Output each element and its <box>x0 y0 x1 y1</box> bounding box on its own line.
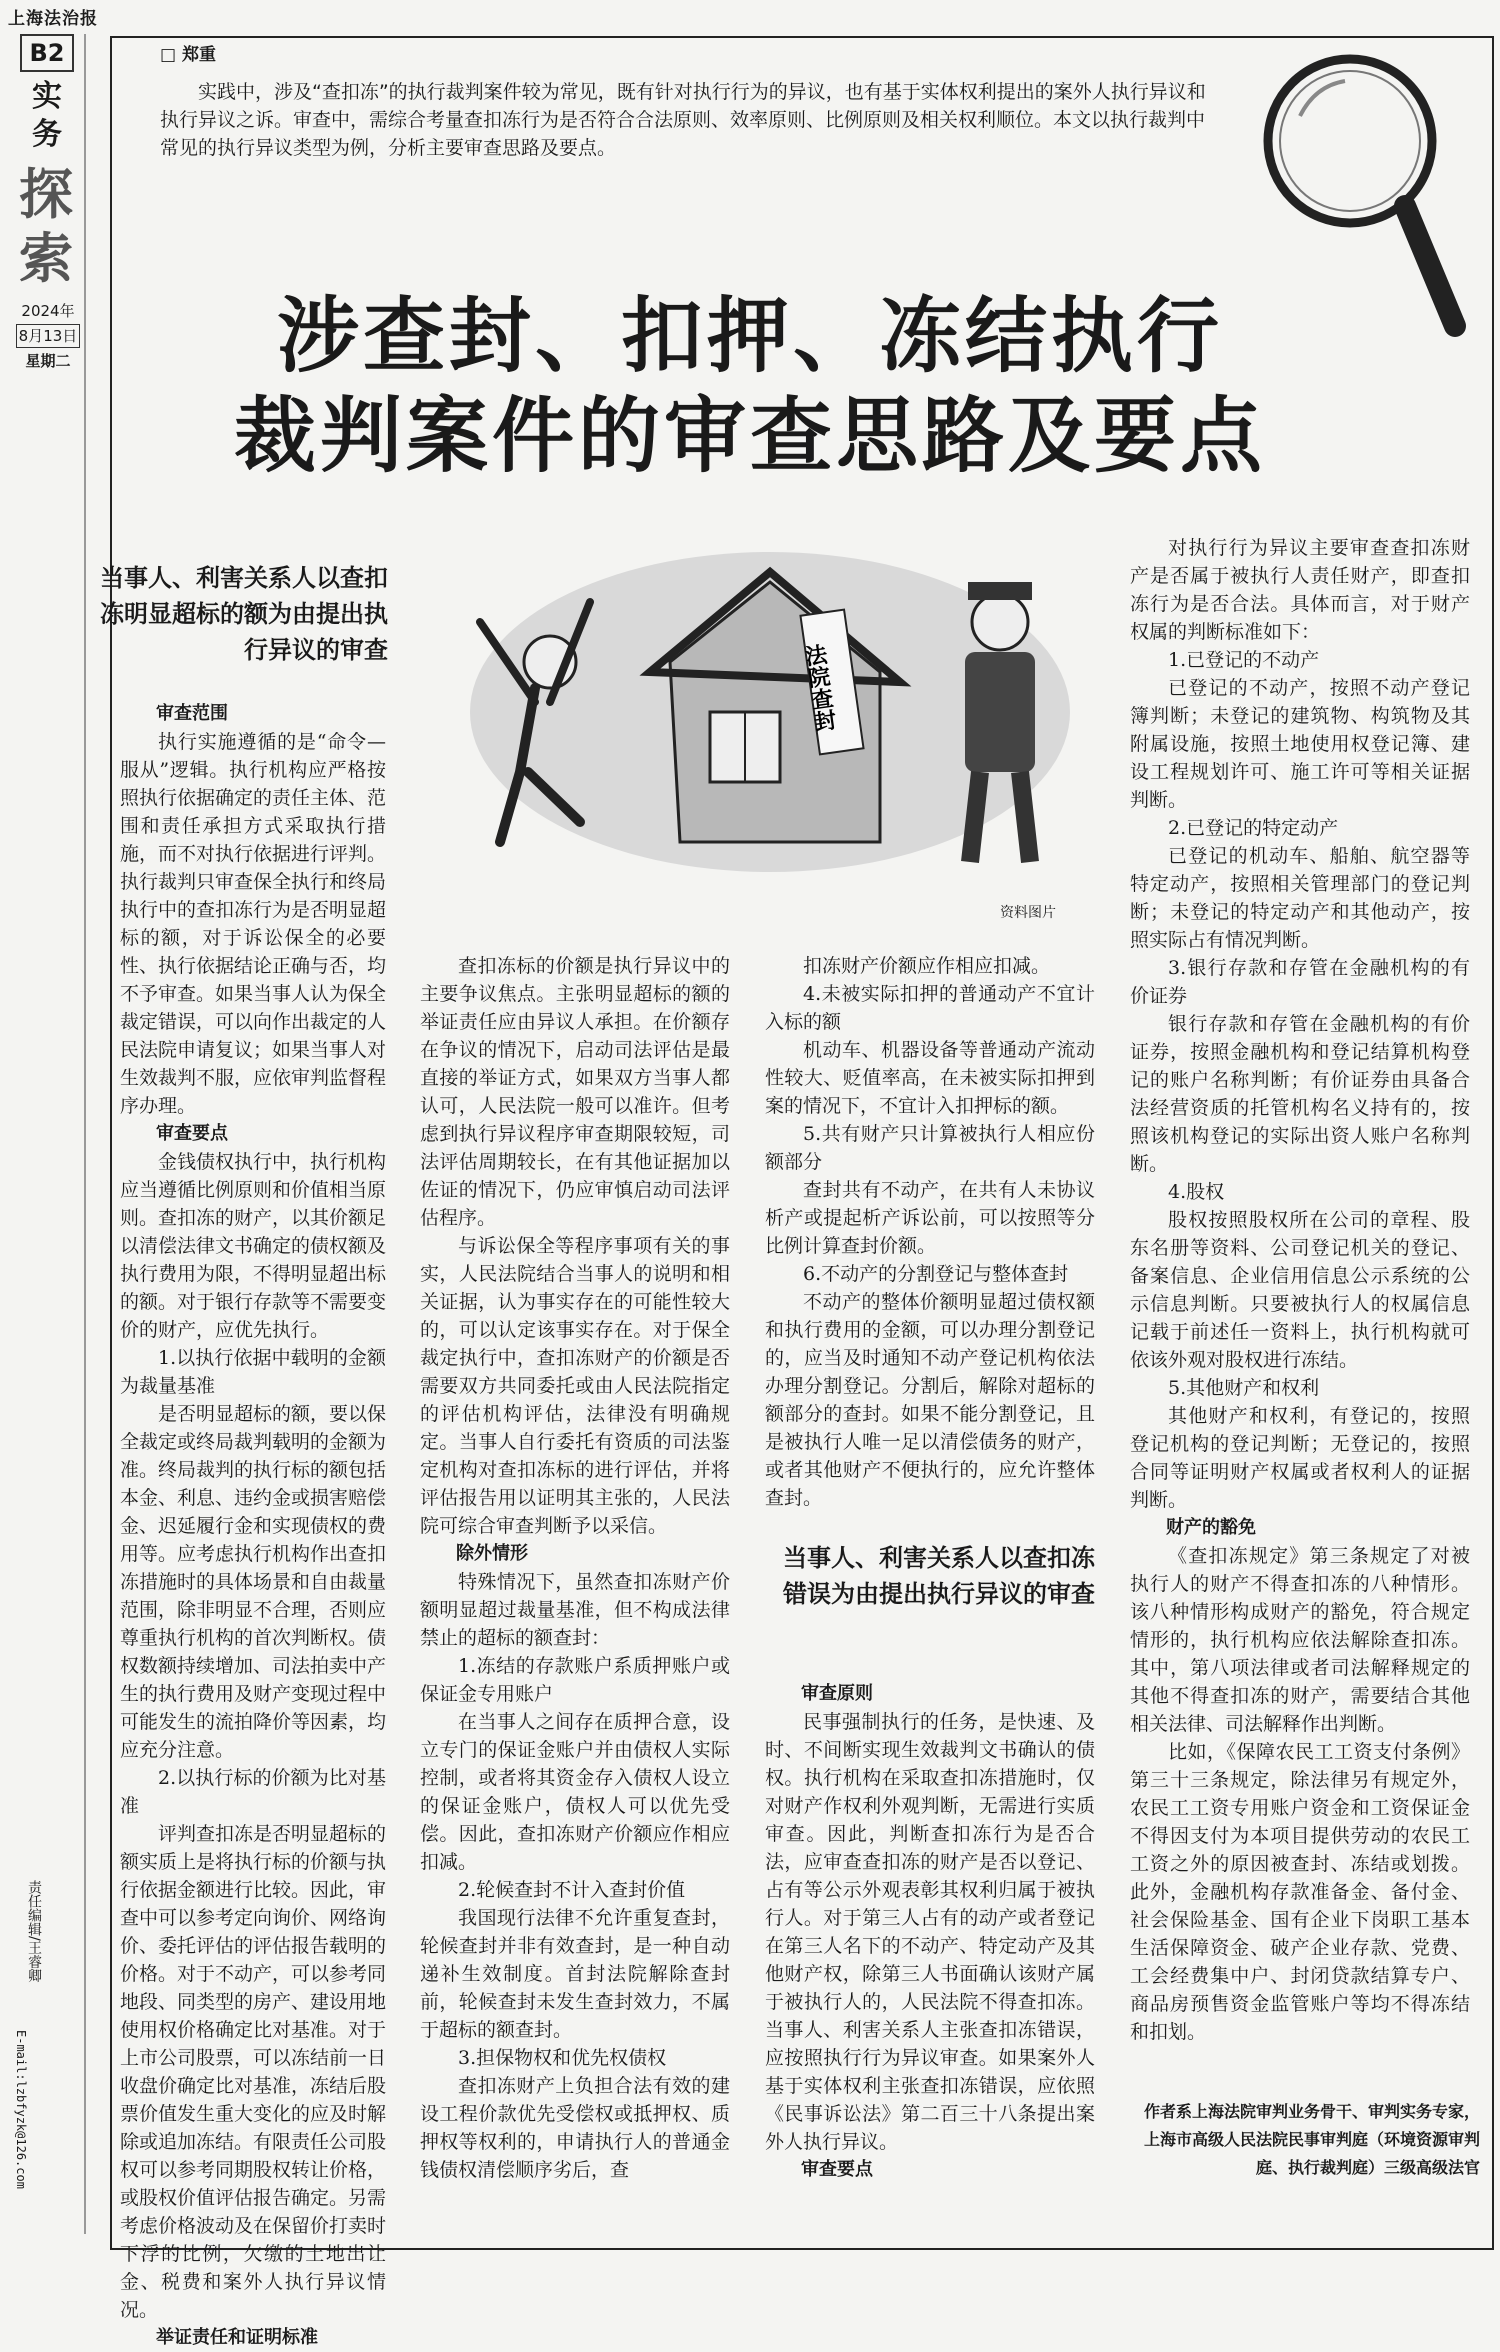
col4-point-heading: 5.其他财产和权利 <box>1168 1377 1320 1399</box>
section-label-line1: 实 <box>32 79 62 114</box>
col2-point-heading: 3.担保物权和优先权债权 <box>458 2047 667 2069</box>
article-title <box>150 286 1350 486</box>
col1-subheading-scope: 审查范围 <box>156 703 228 724</box>
issue-year: 2024年 <box>21 302 75 320</box>
col3-paragraph: 民事强制执行的任务，是快速、及时、不间断实现生效裁判文书确认的债权。执行机构在采取查扣冻措施时，仅对财产作权利外观判断，无需进行实质审查。因此，判断查扣冻行为是否合法，应审查查扣冻的财产是否以登记、占有等公示外观表彰其权利归属于被执行人。对于第三人占有的动产或者登记在第三人名下的不动产、特定动产及其他财产权，除第三人书面确认该财产属于被执行人的，人民法院不得查扣冻。当事人、利害关系人主张查扣冻错误，应按照执行行为异议审查。如果案外人基于实体权利主张查扣冻错误，应依照《民事诉讼法》第二百三十八条提出案外人执行异议。 <box>765 1711 1095 2153</box>
col4-paragraph: 对执行行为异议主要审查查扣冻财产是否属于被执行人责任财产，即查扣冻行为是否合法。具体而言，对于财产权属的判断标准如下： <box>1130 537 1470 643</box>
col3-paragraph: 扣冻财产价额应作相应扣减。 <box>803 955 1051 977</box>
col2-paragraph: 查扣冻财产上负担合法有效的建设工程价款优先受偿权或抵押权、质押权等权利的，申请执行人的普通金钱债权清偿顺序劣后，查 <box>420 2075 730 2181</box>
col2-paragraph: 在当事人之间存在质押合意，设立专门的保证金账户并由债权人实际控制，或者将其资金存入债权人设立的保证金账户，债权人可以优先受偿。因此，查扣冻财产价额应作相应扣减。 <box>420 1711 730 1873</box>
col4-paragraph: 已登记的机动车、船舶、航空器等特定动产，按照相关管理部门的登记判断；未登记的特定动产和其他动产，按照实际占有情况判断。 <box>1130 845 1470 951</box>
section-title-char1: 探 <box>19 162 73 226</box>
col3-point-heading: 6.不动产的分割登记与整体查封 <box>803 1263 1069 1285</box>
col1-paragraph: 执行实施遵循的是“命令—服从”逻辑。执行机构应严格按照执行依据确定的责任主体、范围和责任承担方式采取执行措施，而不对执行依据进行评判。执行裁判只审查保全执行和终局执行中的查扣冻行为是否明显超标的额，对于诉讼保全的必要性、执行依据结论正确与否，均不予审查。如果当事人认为保全裁定错误，可以向作出裁定的人民法院申请复议；如果当事人对生效裁判不服，应依审判监督程序办理。 <box>120 731 387 1117</box>
col4-point-heading: 3.银行存款和存管在金融机构的有价证券 <box>1130 957 1470 1007</box>
col4-paragraph: 已登记的不动产，按照不动产登记簿判断；未登记的建筑物、构筑物及其附属设施，按照土地使用权登记簿、建设工程规划许可、施工许可等相关证据判断。 <box>1130 677 1470 811</box>
column-1 <box>120 700 386 2352</box>
col4-point-heading: 4.股权 <box>1168 1181 1225 1203</box>
section-label-line2: 务 <box>32 117 62 152</box>
editor-email: E-mail:lzbfyzk@126.com <box>14 2030 28 2189</box>
responsible-editor: 责任编辑/王睿卿 <box>26 1880 42 1983</box>
section-label <box>18 78 76 154</box>
column-3 <box>765 952 1095 1512</box>
issue-date <box>10 300 86 372</box>
col2-paragraph: 查扣冻标的价额是执行异议中的主要争议焦点。主张明显超标的额的举证责任应由异议人承担。在价额存在争议的情况下，启动司法评估是最直接的举证方式，如果双方当事人都认可，人民法院一般可以准许。但考虑到执行异议程序审查期限较短，司法评估周期较长，在有其他证据加以佐证的情况下，仍应审慎启动司法评估程序。 <box>420 955 730 1229</box>
col4-paragraph: 《查扣冻规定》第三条规定了对被执行人的财产不得查扣冻的八种情形。该八种情形构成财产的豁免，符合规定情形的，执行机构应依法解除查扣冻。其中，第八项法律或者司法解释规定的其他不得查扣冻的财产，需要结合其他相关法律、司法解释作出判断。 <box>1130 1545 1470 1735</box>
col2-paragraph: 与诉讼保全等程序事项有关的事实，人民法院结合当事人的说明和相关证据，认为事实存在的可能性较大的，可以认定该事实存在。对于保全裁定执行中，查扣冻财产的价额是否需要双方共同委托或由人民法院指定的评估机构评估，法律没有明确规定。当事人自行委托有资质的司法鉴定机构对查扣冻标的进行评估，并将评估报告用以证明其主张的，人民法院可综合审查判断予以采信。 <box>420 1235 730 1537</box>
col4-subheading-exemption: 财产的豁免 <box>1166 1517 1256 1538</box>
col3-paragraph: 机动车、机器设备等普通动产流动性较大、贬值率高，在未被实际扣押到案的情况下，不宜计入扣押标的额。 <box>765 1039 1095 1117</box>
column-1-heading: 当事人、利害关系人以查扣冻明显超标的额为由提出执行异议的审查 <box>100 564 388 664</box>
author-byline: 作者系上海法院审判业务骨干、审判实务专家，上海市高级人民法院民事审判庭（环境资源审判庭、执行裁判庭）三级高级法官 <box>1143 2102 1480 2177</box>
author-line: □ 郑重 <box>160 45 216 65</box>
section-title-char2: 索 <box>19 226 73 290</box>
article-intro: 实践中，涉及“查扣冻”的执行裁判案件较为常见，既有针对执行行为的异议，也有基于实体权利提出的案外人执行异议和执行异议之诉。审查中，需综合考量查扣冻行为是否符合合法原则、效率原则、比例原则及相关权利顺位。本文以执行裁判中常见的执行异议类型为例，分析主要审查思路及要点。 <box>160 81 1206 159</box>
column-3-lower <box>765 1680 1095 2184</box>
col4-point-heading: 2.已登记的特定动产 <box>1168 817 1339 839</box>
col1-subheading-burden: 举证责任和证明标准 <box>156 2327 318 2348</box>
col3-point-heading: 4.未被实际扣押的普通动产不宜计入标的额 <box>765 983 1095 1033</box>
col4-paragraph: 其他财产和权利，有登记的，按照登记机构的登记判断；无登记的，按照合同等证明财产权属或者权利人的证据判断。 <box>1130 1405 1470 1511</box>
title-line-2: 裁判案件的审查思路及要点 <box>233 388 1266 484</box>
col3-paragraph: 不动产的整体价额明显超过债权额和执行费用的金额，可以办理分割登记的，应当及时通知不动产登记机构依法办理分割登记。分割后，解除对超标的额部分的查封。如果不能分割登记，且是被执行人唯一足以清偿债务的财产，或者其他财产不便执行的，应允许整体查封。 <box>765 1291 1095 1509</box>
issue-month-day: 8月13日 <box>16 324 80 348</box>
col2-point-heading: 1.冻结的存款账户系质押账户或保证金专用账户 <box>420 1655 730 1705</box>
issue-weekday: 星期二 <box>25 352 71 370</box>
col1-subheading-points: 审查要点 <box>156 1123 228 1144</box>
col2-paragraph: 特殊情况下，虽然查扣冻财产价额明显超过裁量基准，但不构成法律禁止的超标的额查封： <box>420 1571 730 1649</box>
col4-paragraph: 股权按照股权所在公司的章程、股东名册等资料、公司登记机关的登记、备案信息、企业信用信息公示系统的公示信息判断。只要被执行人的权属信息记载于前述任一资料上，执行机构就可依该外观对股权进行冻结。 <box>1130 1209 1470 1371</box>
title-line-1: 涉查封、扣押、冻结执行 <box>276 288 1223 384</box>
col1-point-heading: 1.以执行依据中载明的金额为裁量基准 <box>120 1347 386 1397</box>
col1-point-heading: 2.以执行标的价额为比对基准 <box>120 1767 386 1817</box>
illustration-image <box>440 542 1100 882</box>
column-2 <box>420 952 730 2184</box>
column-3-heading: 当事人、利害关系人以查扣冻错误为由提出执行异议的审查 <box>783 1544 1095 1608</box>
col4-paragraph: 银行存款和存管在金融机构的有价证券，按照金融机构和登记结算机构登记的账户名称判断；有价证券由具备合法经营资质的托管机构名义持有的，按照该机构登记的实际出资人账户名称判断。 <box>1130 1013 1470 1175</box>
column-4 <box>1130 534 1470 2046</box>
col1-paragraph: 评判查扣冻是否明显超标的额实质上是将执行标的价额与执行依据金额进行比较。因此，审查中可以参考定向询价、网络询价、委托评估的评估报告载明的价格。对于不动产，可以参考同地段、同类型的房产、建设用地使用权价格确定比对基准。对于上市公司股票，可以冻结前一日收盘价确定比对基准，冻结后股票价值发生重大变化的应及时解除或追加冻结。有限责任公司股权可以参考同期股权转让价格，或股权价值评估报告确定。另需考虑价格波动及在保留价打卖时下浮的比例，欠缴的土地出让金、税费和案外人执行异议情况。 <box>120 1823 387 2321</box>
col2-paragraph: 我国现行法律不允许重复查封，轮候查封并非有效查封，是一种自动递补生效制度。首封法院解除查封前，轮候查封未发生查封效力，不属于超标的额查封。 <box>420 1907 730 2041</box>
col1-paragraph: 是否明显超标的额，要以保全裁定或终局裁判载明的金额为准。终局裁判的执行标的额包括本金、利息、违约金或损害赔偿金、迟延履行金和实现债权的费用等。应考虑执行机构作出查扣冻措施时的具体场景和自由裁量范围，除非明显不合理，否则应尊重执行机构的首次判断权。债权数额持续增加、司法拍卖中产生的执行费用及财产变现过程中可能发生的流拍降价等因素，均应充分注意。 <box>120 1403 387 1761</box>
col4-point-heading: 1.已登记的不动产 <box>1168 649 1320 671</box>
section-title <box>14 162 78 290</box>
col3-point-heading: 5.共有财产只计算被执行人相应份额部分 <box>765 1123 1095 1173</box>
col3-subheading-principle: 审查原则 <box>801 1683 873 1704</box>
col1-paragraph: 金钱债权执行中，执行机构应当遵循比例原则和价值相当原则。查扣冻的财产，以其价额足以清偿法律文书确定的债权额及执行费用为限，不得明显超出标的额。对于银行存款等不需要变价的财产，应优先执行。 <box>120 1151 387 1341</box>
col4-paragraph: 比如，《保障农民工工资支付条例》第三十三条规定，除法律另有规定外，农民工工资专用账户资金和工资保证金不得因支付为本项目提供劳动的农民工工资之外的原因被查封、冻结或划拨。此外，金融机构存款准备金、备付金、社会保险基金、国有企业下岗职工基本生活保障资金、破产企业存款、党费、工会经费集中户、封闭贷款结算专户、商品房预售资金监管账户等均不得冻结和扣划。 <box>1130 1741 1470 2043</box>
col2-point-heading: 2.轮候查封不计入查封价值 <box>458 1879 686 1901</box>
col3-subheading-points: 审查要点 <box>801 2159 873 2180</box>
seal-sign-text: 法院查封 <box>800 642 838 734</box>
illustration-caption: 资料图片 <box>1000 905 1056 921</box>
col3-paragraph: 查封共有不动产，在共有人未协议析产或提起析产诉讼前，可以按照等分比例计算查封价额。 <box>765 1179 1095 1257</box>
col2-subheading-exceptions: 除外情形 <box>456 1543 528 1564</box>
page-number: B2 <box>20 34 74 72</box>
newspaper-masthead: 上海法治报 <box>8 9 98 29</box>
